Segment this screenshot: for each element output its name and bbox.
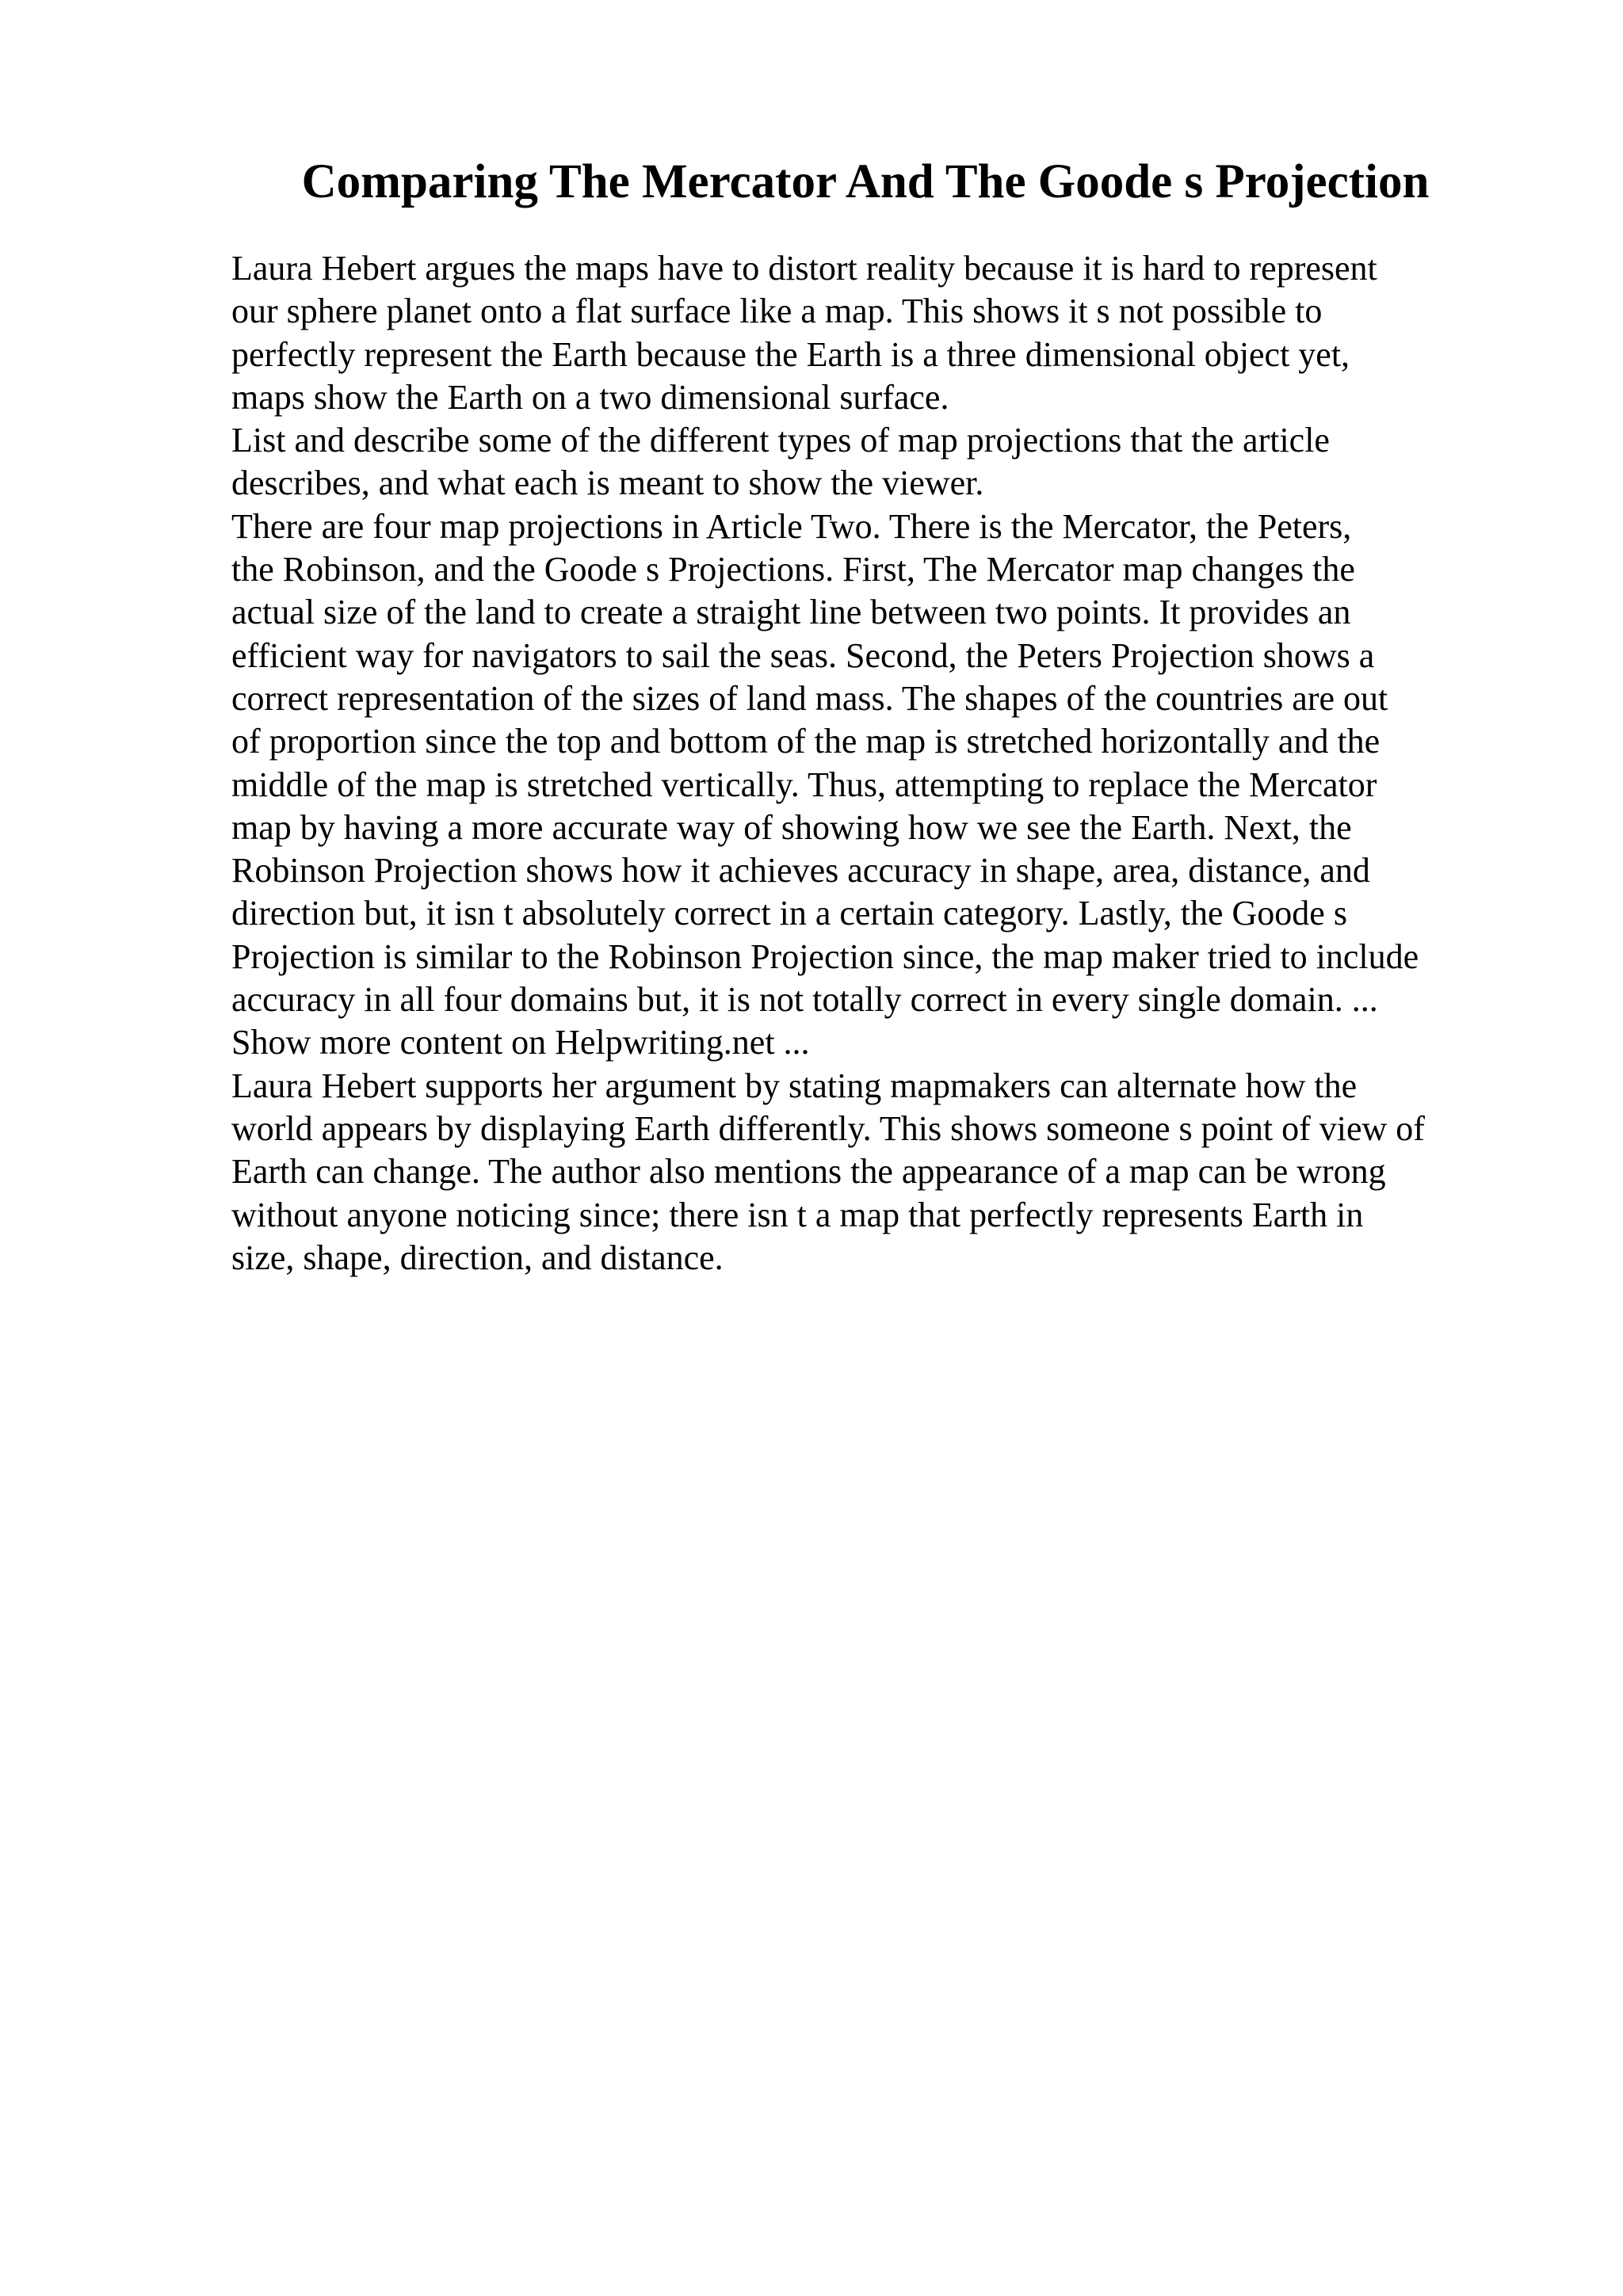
body-line: without anyone noticing since; there isn t a map that perfectly represents Earth in [231,1195,1364,1234]
body-line: Projection is similar to the Robinson Projection since, the map maker tried to include [231,936,1419,976]
body-line: describes, and what each is meant to show the viewer. [231,463,984,503]
body-line: Earth can change. The author also mentions the appearance of a map can be wrong [231,1152,1386,1192]
body-line: the Robinson, and the Goode s Projections. First, The Mercator map changes the [231,550,1355,589]
body-line: Laura Hebert supports her argument by stating mapmakers can alternate how the [231,1066,1358,1105]
body-line: our sphere planet onto a flat surface like a map. This shows it s not possible to [231,292,1323,331]
body-line: Show more content on Helpwriting.net ... [231,1023,810,1062]
body-line: middle of the map is stretched vertically. Thus, attempting to replace the Mercator [231,765,1377,804]
body-line: List and describe some of the different types of map projections that the article [231,421,1330,460]
document-body [231,247,1547,1280]
body-line: perfectly represent the Earth because the Earth is a three dimensional object yet, [231,334,1350,374]
body-line: Robinson Projection shows how it achieves accuracy in shape, area, distance, and [231,851,1370,891]
body-line: size, shape, direction, and distance. [231,1238,724,1277]
body-line: accuracy in all four domains but, it is not totally correct in every single domain. ... [231,980,1378,1020]
body-line: of proportion since the top and bottom of the map is stretched horizontally and the [231,722,1381,761]
body-line: direction but, it isn t absolutely correct in a certain category. Lastly, the Goode s [231,894,1347,933]
body-line: There are four map projections in Article Two. There is the Mercator, the Peters, [231,506,1352,546]
body-line: maps show the Earth on a two dimensional surface. [231,377,949,417]
body-line: map by having a more accurate way of showing how we see the Earth. Next, the [231,807,1352,847]
body-line: world appears by displaying Earth differently. This shows someone s point of view of [231,1108,1425,1148]
body-line: actual size of the land to create a straight line between two points. It provides an [231,593,1351,632]
body-line: Laura Hebert argues the maps have to distort reality because it is hard to represent [231,249,1377,288]
body-line: efficient way for navigators to sail the seas. Second, the Peters Projection shows a [231,635,1375,675]
document-title: Comparing The Mercator And The Goode s Projection [301,155,1430,208]
body-line: correct representation of the sizes of land mass. The shapes of the countries are out [231,678,1388,718]
